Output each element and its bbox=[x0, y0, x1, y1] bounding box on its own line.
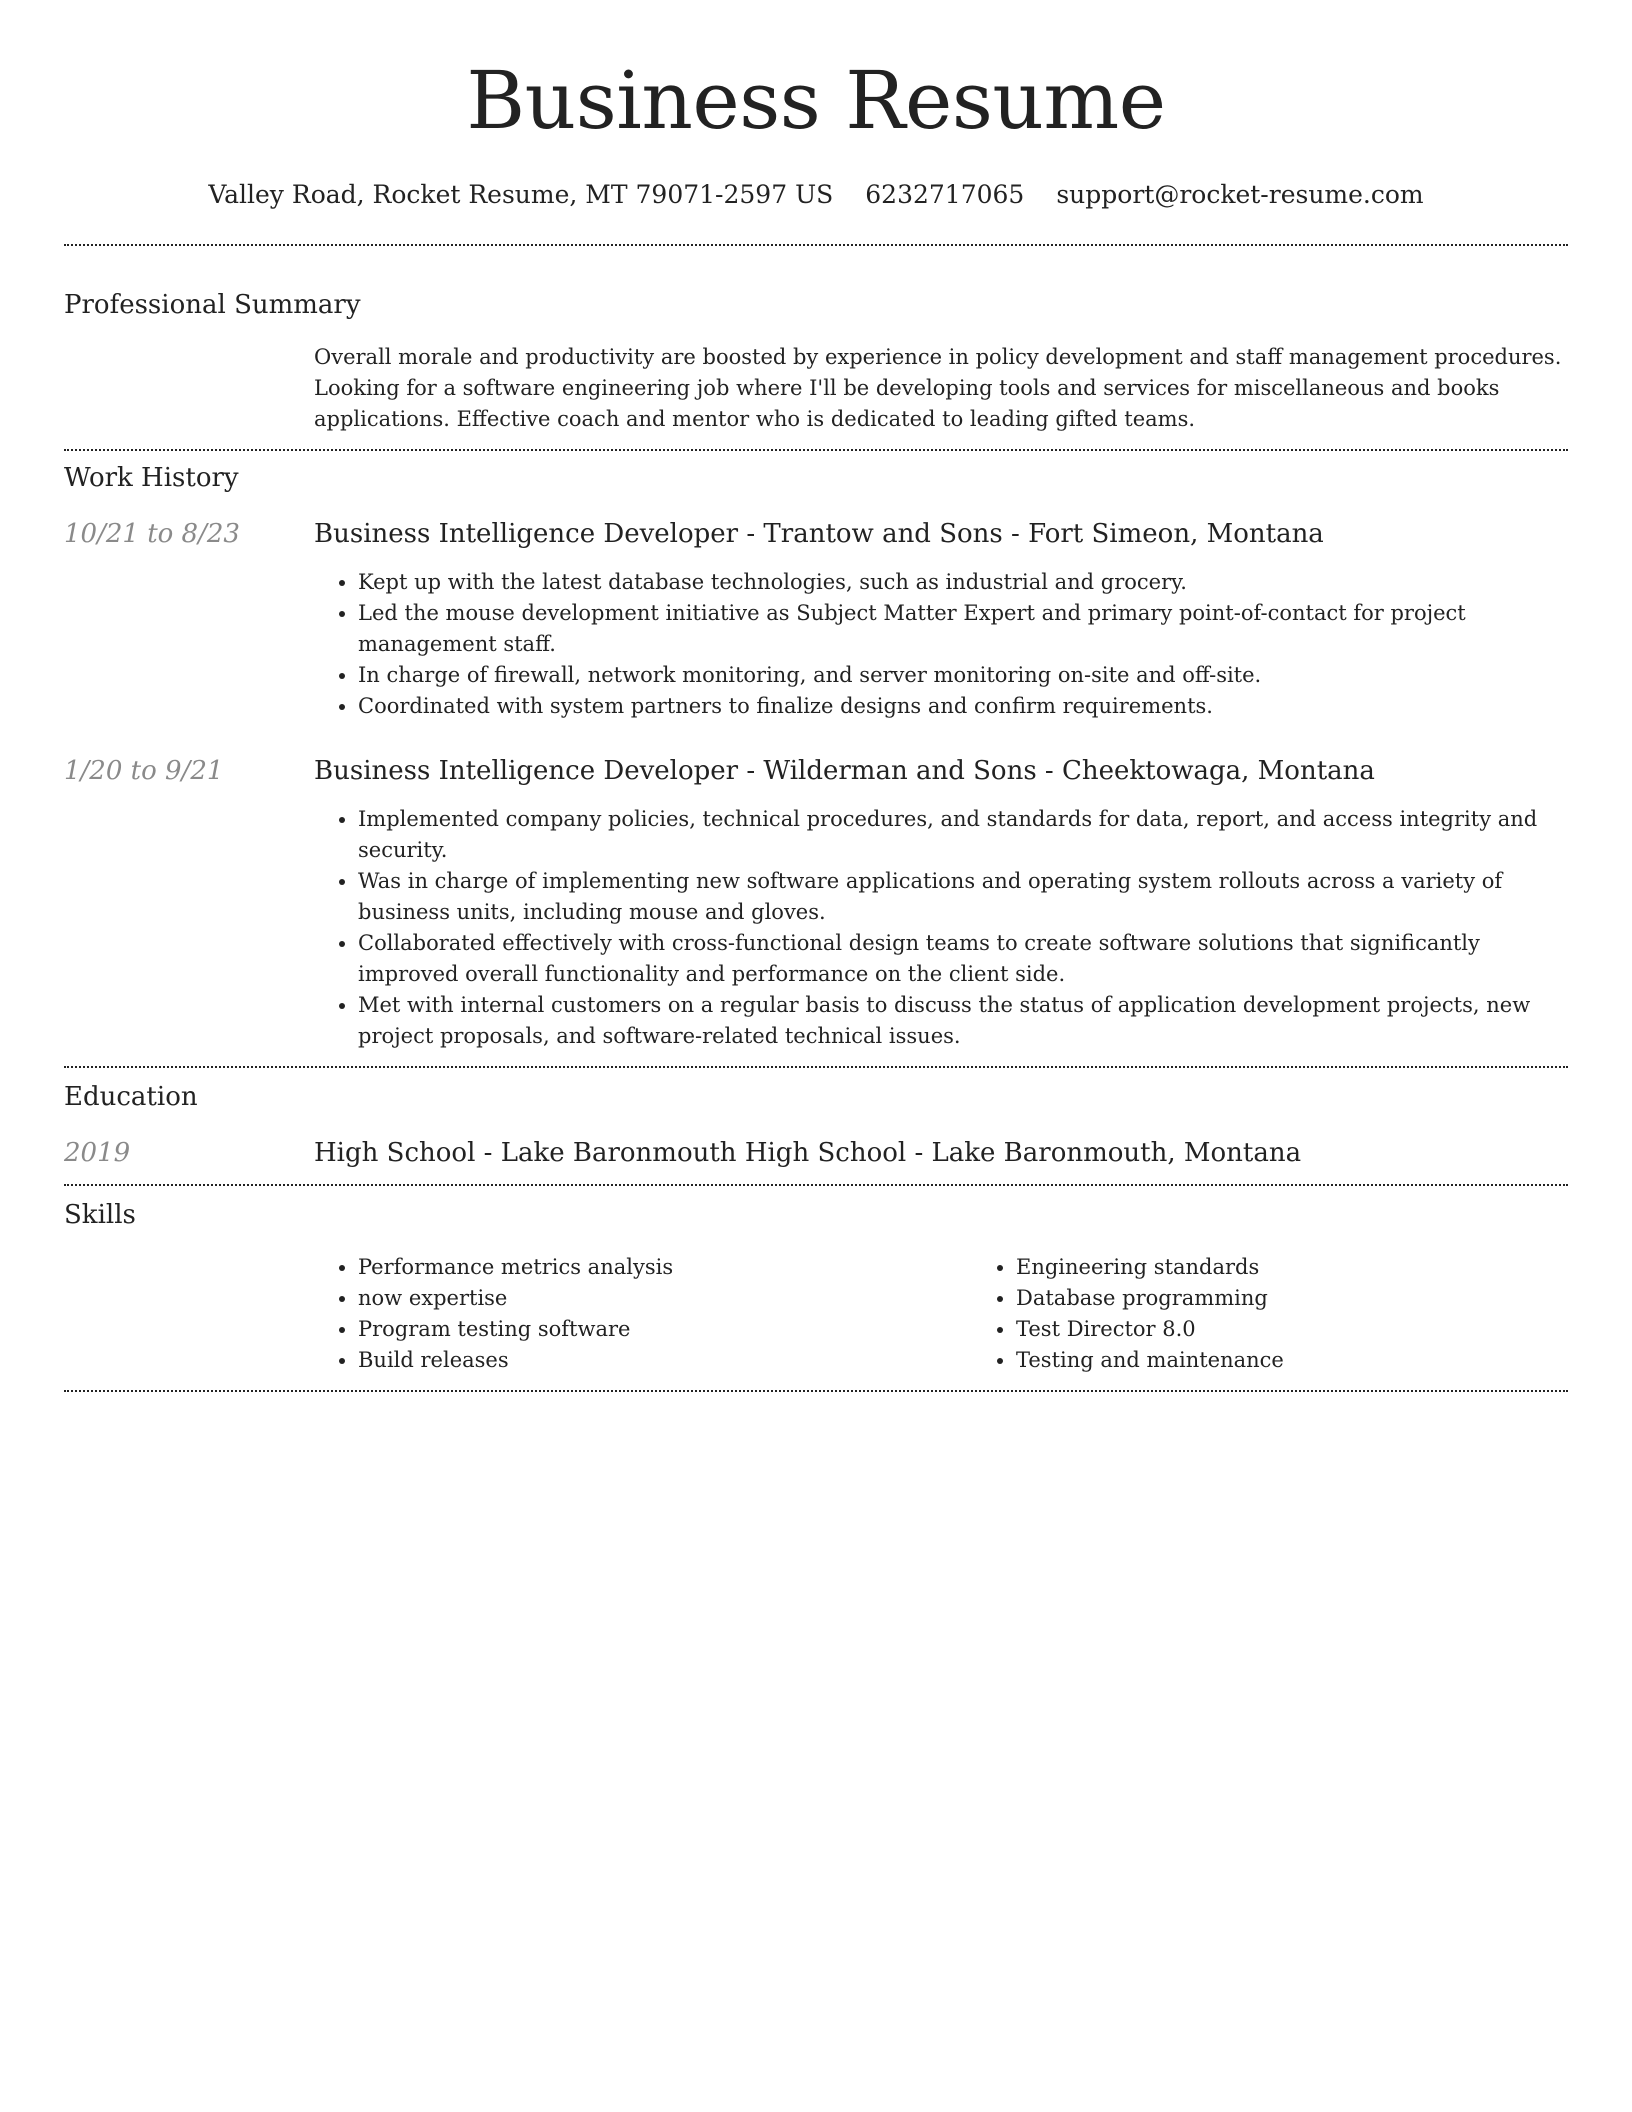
resume-title: Business Resume bbox=[466, 54, 1166, 147]
job-bullet: • Led the mouse development initiative as Subject Matter Expert and primary point-of-contact for project management staff. bbox=[358, 598, 1568, 660]
skills-list-left bbox=[314, 1252, 972, 1376]
job-heading: Business Intelligence Developer - Trantow and Sons - Fort Simeon, Montana bbox=[314, 519, 1324, 549]
skills-list-right bbox=[972, 1252, 1630, 1376]
skill-item: • Build releases bbox=[358, 1345, 972, 1376]
education-year: 2019 bbox=[64, 1138, 131, 1168]
contact-address: Valley Road, Rocket Resume, MT 79071-2597 US bbox=[208, 180, 834, 209]
job-bullets bbox=[314, 567, 1568, 722]
job-bullet: • Met with internal customers on a regular basis to discuss the status of application development projects, new project proposals, and software-related technical issues. bbox=[358, 990, 1568, 1052]
section-title-work: Work History bbox=[64, 463, 239, 493]
job-bullet: • Implemented company policies, technical procedures, and standards for data, report, and access integrity and security. bbox=[358, 804, 1568, 866]
contact-phone: 6232717065 bbox=[865, 180, 1025, 209]
job-bullet: • Coordinated with system partners to finalize designs and confirm requirements. bbox=[358, 691, 1568, 722]
job-entry bbox=[64, 754, 1568, 1066]
job-bullets bbox=[314, 804, 1568, 1066]
skill-item: • Test Director 8.0 bbox=[1016, 1314, 1630, 1345]
professional-summary-section bbox=[64, 246, 1568, 449]
job-bullet: • Was in charge of implementing new software applications and operating system rollouts across a variety of business units, including mouse and gloves. bbox=[358, 866, 1568, 928]
job-bullet: • Collaborated effectively with cross-functional design teams to create software solutions that significantly improved overall functionality and performance on the client side. bbox=[358, 928, 1568, 990]
skills-grid bbox=[314, 1252, 1568, 1390]
education-heading: High School - Lake Baronmouth High School - Lake Baronmouth, Montana bbox=[314, 1138, 1302, 1168]
job-heading: Business Intelligence Developer - Wilderman and Sons - Cheektowaga, Montana bbox=[314, 756, 1375, 786]
skills-divider bbox=[64, 1390, 1568, 1392]
education-section bbox=[64, 1068, 1568, 1184]
skill-item: • Program testing software bbox=[358, 1314, 972, 1345]
job-bullet: • Kept up with the latest database technologies, such as industrial and grocery. bbox=[358, 567, 1568, 598]
skill-item: • Performance metrics analysis bbox=[358, 1252, 972, 1283]
contact-email: support@rocket-resume.com bbox=[1056, 180, 1424, 209]
job-bullet: • In charge of firewall, network monitoring, and server monitoring on-site and off-site. bbox=[358, 660, 1568, 691]
job-dates: 10/21 to 8/23 bbox=[64, 519, 240, 549]
skill-item: • Testing and maintenance bbox=[1016, 1345, 1630, 1376]
summary-text: Overall morale and productivity are boosted by experience in policy development and staff management procedures. Looking for a software engineering job where I'll be developing tools and services for miscellaneous and books applications. Effective coach and mentor who is dedicated to leading gifted teams. bbox=[314, 345, 1562, 431]
skill-item: • now expertise bbox=[358, 1283, 972, 1314]
section-title-education: Education bbox=[64, 1082, 198, 1112]
job-entry bbox=[64, 517, 1568, 722]
skills-section bbox=[64, 1186, 1568, 1390]
skill-item: • Database programming bbox=[1016, 1283, 1630, 1314]
section-title-skills: Skills bbox=[64, 1200, 136, 1230]
work-history-section bbox=[64, 451, 1568, 1066]
contact-line bbox=[64, 178, 1568, 212]
section-title-summary: Professional Summary bbox=[64, 290, 361, 320]
job-dates: 1/20 to 9/21 bbox=[64, 756, 224, 786]
education-entry bbox=[64, 1136, 1568, 1184]
skill-item: • Engineering standards bbox=[1016, 1252, 1630, 1283]
